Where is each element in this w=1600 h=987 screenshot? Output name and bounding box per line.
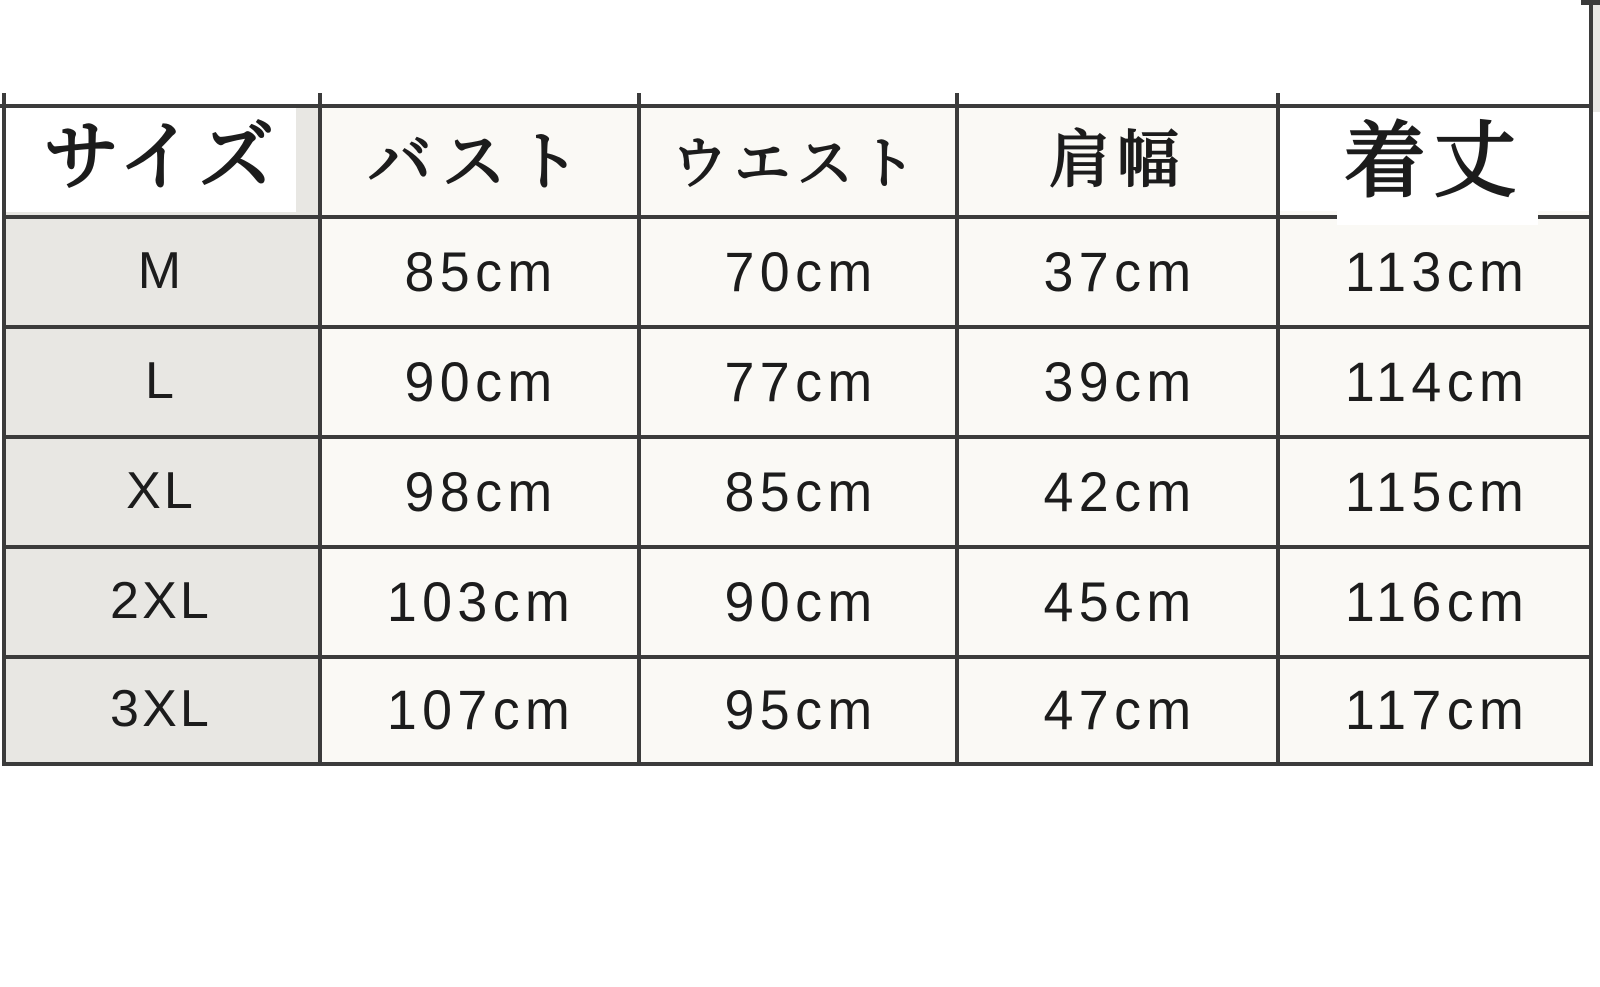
waist-value-xl: 85cm bbox=[724, 460, 878, 523]
row-divider-4 bbox=[2, 655, 1593, 659]
bust-value-3xl: 107cm bbox=[386, 678, 576, 741]
header-cell-length: 着丈 bbox=[1343, 116, 1525, 207]
waist-value-2xl: 90cm bbox=[724, 570, 878, 633]
column-divider-2 bbox=[637, 93, 641, 766]
waist-value-3xl: 95cm bbox=[724, 678, 878, 741]
row-divider-3 bbox=[2, 545, 1593, 549]
shoulder-value-l: 39cm bbox=[1043, 350, 1197, 413]
column-divider-1 bbox=[318, 93, 322, 766]
length-value-3xl: 117cm bbox=[1344, 678, 1530, 741]
size-label-l: L bbox=[144, 352, 178, 410]
length-value-m: 113cm bbox=[1344, 240, 1530, 303]
table-bottom-border bbox=[2, 762, 1593, 766]
length-value-l: 114cm bbox=[1344, 350, 1530, 413]
size-label-3xl: 3XL bbox=[110, 680, 212, 738]
header-cell-size: サイズ bbox=[43, 115, 279, 200]
table-left-border bbox=[2, 93, 6, 766]
row-divider-2 bbox=[2, 435, 1593, 439]
length-header-border-gap bbox=[1337, 211, 1538, 225]
waist-value-m: 70cm bbox=[724, 240, 878, 303]
table-right-border bbox=[1589, 0, 1593, 766]
size-label-xl: XL bbox=[126, 462, 196, 520]
size-label-m: M bbox=[137, 242, 185, 300]
row-divider-1 bbox=[2, 325, 1593, 329]
waist-value-l: 77cm bbox=[724, 350, 878, 413]
bust-value-l: 90cm bbox=[404, 350, 558, 413]
shoulder-value-2xl: 45cm bbox=[1043, 570, 1197, 633]
header-cell-bust: バスト bbox=[367, 126, 591, 198]
column-divider-4 bbox=[1276, 93, 1280, 766]
length-value-xl: 115cm bbox=[1344, 460, 1530, 523]
shoulder-value-m: 37cm bbox=[1043, 240, 1197, 303]
column-divider-3 bbox=[955, 93, 959, 766]
shoulder-value-3xl: 47cm bbox=[1043, 678, 1197, 741]
header-cell-shoulder: 肩幅 bbox=[1048, 126, 1186, 195]
bust-value-m: 85cm bbox=[404, 240, 558, 303]
bust-value-xl: 98cm bbox=[404, 460, 558, 523]
bust-value-2xl: 103cm bbox=[386, 570, 576, 633]
shoulder-value-xl: 42cm bbox=[1043, 460, 1197, 523]
header-cell-waist: ウエスト bbox=[671, 132, 923, 195]
length-value-2xl: 116cm bbox=[1344, 570, 1530, 633]
size-label-2xl: 2XL bbox=[110, 572, 212, 630]
top-right-dark-cap bbox=[1581, 0, 1600, 5]
table-top-border bbox=[0, 104, 1600, 108]
top-right-gray-strip bbox=[1593, 0, 1600, 112]
